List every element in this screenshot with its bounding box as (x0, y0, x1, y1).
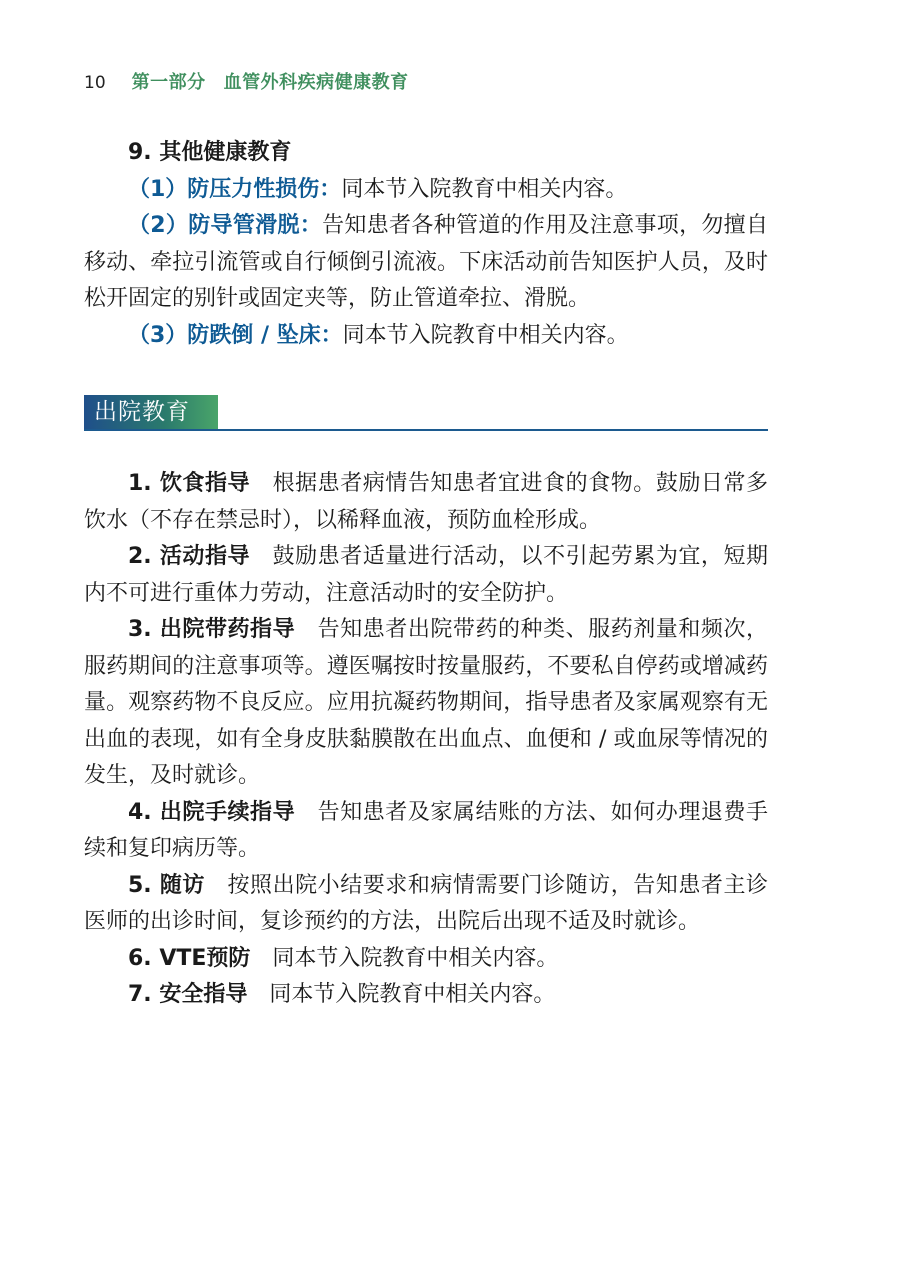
page-number: 10 (84, 73, 106, 93)
item-text: 同本节入院教育中相关内容。 (272, 945, 559, 971)
discharge-section (84, 466, 768, 1014)
item-text: 鼓励患者适量进行活动，以不引起劳累为宜，短期内不可进行重体力劳动，注意活动时的安全防护。 (84, 544, 768, 606)
discharge-item (84, 612, 768, 795)
page-header (84, 70, 409, 96)
discharge-item (84, 977, 768, 1014)
section-9-item (84, 172, 768, 209)
item-text: 告知患者及家属结账的方法、如何办理退费手续和复印病历等。 (84, 799, 768, 861)
section-9-item (84, 318, 768, 355)
discharge-item (84, 539, 768, 612)
discharge-item (84, 941, 768, 978)
item-label: 7. 安全指导 (128, 982, 248, 1007)
item-text: 同本节入院教育中相关内容。 (341, 176, 628, 202)
item-label: 2. 活动指导 (128, 544, 251, 569)
item-label: 1. 饮食指导 (128, 471, 251, 496)
section-9-item (84, 208, 768, 318)
item-label: 4. 出院手续指导 (128, 799, 296, 825)
item-text: 告知患者各种管道的作用及注意事项，勿擅自移动、牵拉引流管或自行倾倒引流液。下床活动前告知医护人员，及时松开固定的别针或固定夹等，防止管道牵拉、滑脱。 (84, 213, 768, 311)
item-label: 6. VTE预防 (128, 945, 251, 971)
section-title: 出院教育 (84, 395, 218, 429)
section-heading-bar (84, 395, 768, 431)
item-text: 根据患者病情告知患者宜进食的食物。鼓励日常多饮水（不存在禁忌时），以稀释血液，预防血栓形成。 (84, 471, 768, 533)
item-label: 5. 随访 (128, 872, 205, 898)
item-text: 同本节入院教育中相关内容。 (269, 982, 556, 1007)
discharge-item (84, 868, 768, 941)
section-9-heading: 9. 其他健康教育 (128, 140, 292, 165)
item-text: 告知患者出院带药的种类、服药剂量和频次，服药期间的注意事项等。遵医嘱按时按量服药，不要私自停药或增减药量。观察药物不良反应。应用抗凝药物期间，指导患者及家属观察有无出血的表现，如有全身皮肤黏膜散在出血点、血便和 / 或血尿等情况的发生，及时就诊。 (84, 617, 768, 788)
discharge-item (84, 466, 768, 539)
item-label: 3. 出院带药指导 (128, 617, 296, 642)
item-text: 同本节入院教育中相关内容。 (342, 322, 629, 348)
discharge-item (84, 795, 768, 868)
item-label: （1）防压力性损伤： (128, 176, 342, 202)
running-head (132, 70, 409, 96)
item-text: 按照出院小结要求和病情需要门诊随访，告知患者主诊医师的出诊时间，复诊预约的方法，出院后出现不适及时就诊。 (84, 872, 768, 934)
item-label: （2）防导管滑脱： (128, 213, 323, 238)
part-label: 第一部分 (131, 72, 206, 93)
item-label: （3）防跌倒 / 坠床： (128, 322, 343, 348)
chapter-label: 血管外科疾病健康教育 (223, 72, 409, 93)
section-9 (84, 135, 768, 354)
